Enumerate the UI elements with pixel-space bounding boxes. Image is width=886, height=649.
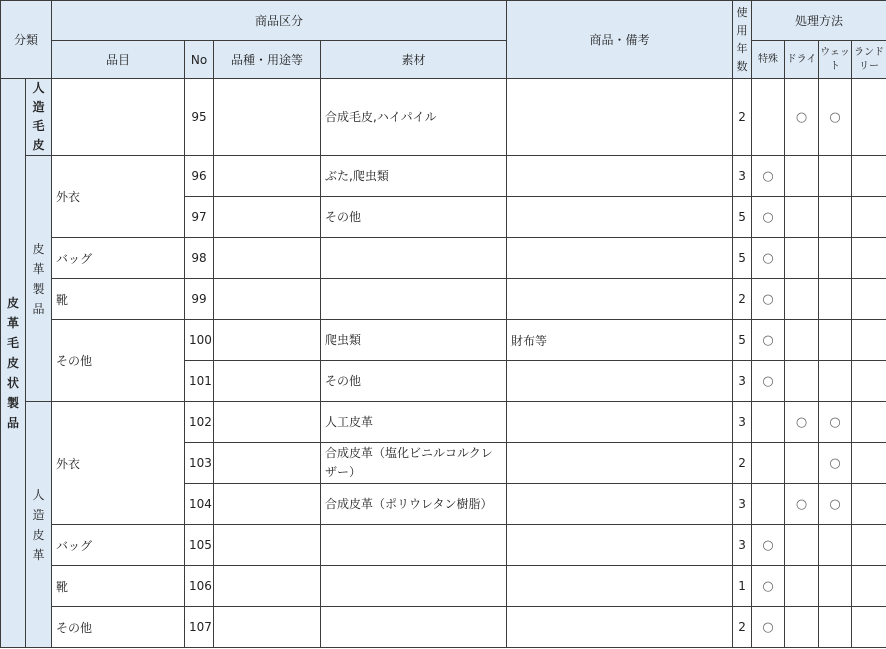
row-biko [507,156,733,197]
mark-tokushu: ○ [752,607,785,648]
row-sozai: 合成皮革（ポリウレタン樹脂） [321,484,507,525]
row-years: 3 [733,402,752,443]
mark-wet [819,607,852,648]
category-artificial-fur-text: 人造毛皮 [32,81,45,152]
mark-tokushu: ○ [752,361,785,402]
row-years: 5 [733,238,752,279]
row-hinshu [214,320,321,361]
mark-dry [785,197,819,238]
row-hinshu [214,156,321,197]
mark-tokushu: ○ [752,566,785,607]
row-sozai: 人工皮革 [321,402,507,443]
header-wet: ウェット [819,41,852,79]
mark-tokushu: ○ [752,238,785,279]
mark-dry [785,443,819,484]
mark-laundry [852,566,886,607]
mark-laundry [852,525,886,566]
mark-tokushu: ○ [752,320,785,361]
row-years: 2 [733,607,752,648]
mark-wet [819,566,852,607]
row-biko [507,279,733,320]
category-artificial-leather [26,402,52,648]
mark-dry [785,238,819,279]
mark-laundry [852,79,886,156]
row-years: 2 [733,79,752,156]
row-no: 101 [185,361,214,402]
row-biko [507,443,733,484]
row-no: 99 [185,279,214,320]
row-sozai: その他 [321,361,507,402]
row-no: 96 [185,156,214,197]
mark-tokushu [752,484,785,525]
row-no: 106 [185,566,214,607]
row-no: 102 [185,402,214,443]
header-shohin-kubun: 商品区分 [52,1,507,41]
mark-wet: ○ [819,484,852,525]
mark-dry [785,525,819,566]
row-hinshu [214,484,321,525]
row-hinshu [214,238,321,279]
row-sozai: 爬虫類 [321,320,507,361]
row-sozai: 合成皮革（塩化ビニルコルクレザー） [321,443,507,484]
row-hinshu [214,525,321,566]
row-biko [507,402,733,443]
item-kutsu: 靴 [52,566,185,607]
header-hinmoku: 品目 [52,41,185,79]
row-biko [507,525,733,566]
row-hinshu [214,402,321,443]
row-years: 5 [733,197,752,238]
mark-dry [785,607,819,648]
header-bunrui: 分類 [1,1,52,79]
header-shohin-biko: 商品・備考 [507,1,733,79]
row-sozai: ぶた,爬虫類 [321,156,507,197]
category-artificial-leather-text: 人造皮革 [32,487,45,562]
row-no: 98 [185,238,214,279]
category-leather [26,156,52,402]
header-shori-hoho: 処理方法 [752,1,886,41]
category-leather-text: 皮革製品 [32,241,45,316]
header-tokushu: 特殊 [752,41,785,79]
row-no: 104 [185,484,214,525]
row-sozai [321,566,507,607]
row-no: 103 [185,443,214,484]
mark-tokushu [752,79,785,156]
header-no: No [185,41,214,79]
row-hinshu [214,607,321,648]
mark-dry [785,361,819,402]
mark-tokushu: ○ [752,197,785,238]
mark-laundry [852,156,886,197]
header-shiyo-nensu-text: 使用年数 [736,5,748,73]
mark-wet: ○ [819,402,852,443]
mark-wet: ○ [819,443,852,484]
mark-tokushu: ○ [752,525,785,566]
mark-laundry [852,320,886,361]
mark-dry: ○ [785,79,819,156]
mark-dry [785,320,819,361]
header-laundry: ランドリー [852,41,886,79]
row-hinshu [214,279,321,320]
row-biko [507,566,733,607]
item-bag: バッグ [52,525,185,566]
row-years: 3 [733,525,752,566]
mark-dry [785,156,819,197]
mark-dry: ○ [785,484,819,525]
row-biko [507,607,733,648]
item-kutsu: 靴 [52,279,185,320]
header-sozai: 素材 [321,41,507,79]
mark-laundry [852,484,886,525]
item-gaii: 外衣 [52,156,185,238]
row-sozai [321,279,507,320]
row-hinshu [214,197,321,238]
row-hinshu [214,79,321,156]
mark-wet [819,238,852,279]
item-sonota: その他 [52,607,185,648]
row-biko: 財布等 [507,320,733,361]
row-years: 3 [733,156,752,197]
row-years: 2 [733,443,752,484]
mark-dry [785,566,819,607]
row-hinshu [214,443,321,484]
row-years: 3 [733,361,752,402]
row-years: 1 [733,566,752,607]
row-biko [507,238,733,279]
row-hinshu [214,361,321,402]
mark-dry: ○ [785,402,819,443]
category-artificial-fur [26,79,52,156]
header-hinshu: 品種・用途等 [214,41,321,79]
mark-tokushu: ○ [752,156,785,197]
row-sozai [321,525,507,566]
mark-dry [785,279,819,320]
mark-wet [819,279,852,320]
row-no: 105 [185,525,214,566]
mark-tokushu [752,443,785,484]
category-main-text: 皮革毛皮状製品 [6,296,19,430]
row-no: 97 [185,197,214,238]
mark-laundry [852,197,886,238]
row-years: 2 [733,279,752,320]
mark-wet: ○ [819,79,852,156]
mark-tokushu: ○ [752,279,785,320]
mark-wet [819,525,852,566]
row-sozai [321,238,507,279]
row-sozai: 合成毛皮,ハイパイル [321,79,507,156]
mark-laundry [852,607,886,648]
mark-laundry [852,402,886,443]
item-sonota: その他 [52,320,185,402]
row-biko [507,197,733,238]
mark-laundry [852,238,886,279]
mark-laundry [852,279,886,320]
item-cell [52,79,185,156]
mark-wet [819,361,852,402]
row-sozai: その他 [321,197,507,238]
category-main [1,79,26,648]
header-dry: ドライ [785,41,819,79]
mark-tokushu [752,402,785,443]
row-hinshu [214,566,321,607]
row-years: 5 [733,320,752,361]
mark-laundry [852,443,886,484]
item-bag: バッグ [52,238,185,279]
header-shiyo-nensu [733,1,752,79]
row-biko [507,79,733,156]
row-no: 100 [185,320,214,361]
row-biko [507,484,733,525]
mark-wet [819,156,852,197]
item-gaii: 外衣 [52,402,185,525]
mark-wet [819,197,852,238]
mark-wet [819,320,852,361]
row-no: 107 [185,607,214,648]
mark-laundry [852,361,886,402]
row-biko [507,361,733,402]
row-no: 95 [185,79,214,156]
row-sozai [321,607,507,648]
row-years: 3 [733,484,752,525]
